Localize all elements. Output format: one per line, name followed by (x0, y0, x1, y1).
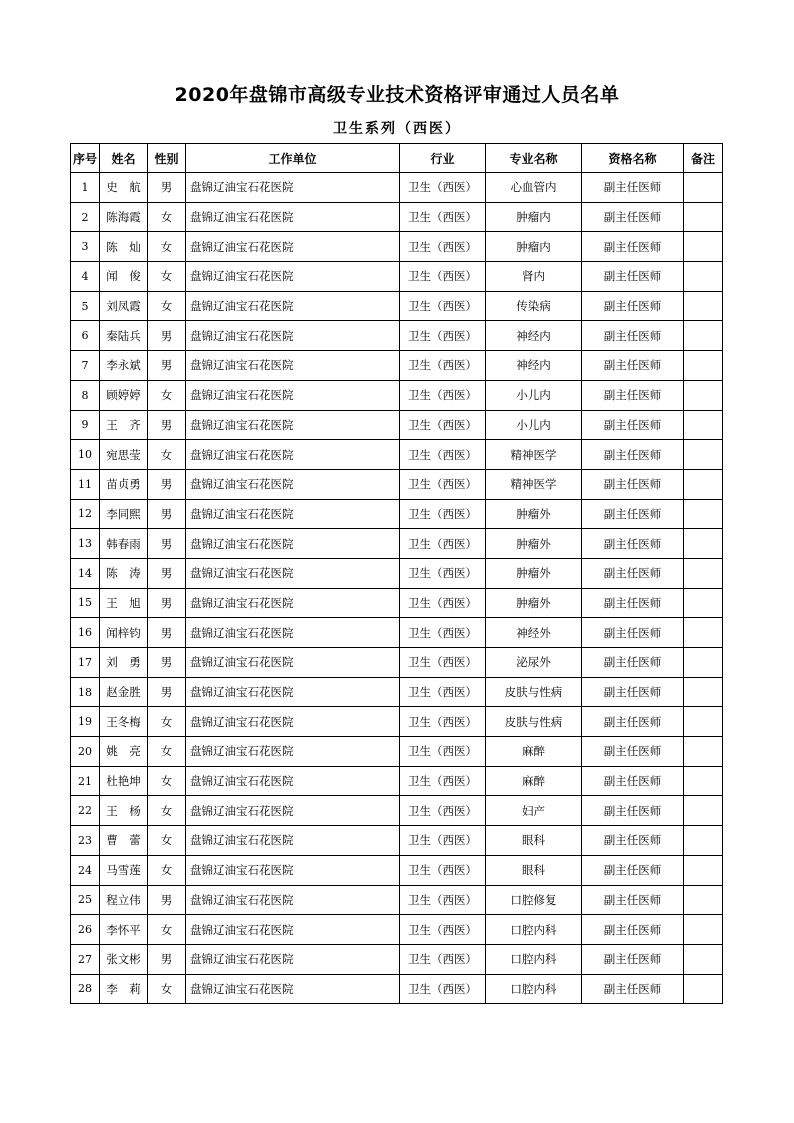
cell-qualification: 副主任医师 (582, 262, 684, 292)
cell-gender: 男 (148, 677, 186, 707)
cell-specialty: 神经内 (486, 321, 582, 351)
cell-qualification: 副主任医师 (582, 885, 684, 915)
table-row (71, 262, 723, 292)
cell-industry: 卫生（西医） (400, 469, 486, 499)
cell-remark (684, 262, 723, 292)
cell-qualification: 副主任医师 (582, 588, 684, 618)
cell-name: 李 莉 (100, 974, 148, 1004)
cell-unit: 盘锦辽油宝石花医院 (186, 648, 400, 678)
cell-unit: 盘锦辽油宝石花医院 (186, 885, 400, 915)
cell-seq: 24 (71, 855, 100, 885)
table-row (71, 469, 723, 499)
cell-industry: 卫生（西医） (400, 558, 486, 588)
cell-seq: 18 (71, 677, 100, 707)
cell-industry: 卫生（西医） (400, 262, 486, 292)
cell-seq: 7 (71, 351, 100, 381)
cell-remark (684, 440, 723, 470)
cell-gender: 男 (148, 410, 186, 440)
cell-name: 赵金胜 (100, 677, 148, 707)
cell-qualification: 副主任医师 (582, 469, 684, 499)
cell-unit: 盘锦辽油宝石花医院 (186, 291, 400, 321)
cell-unit: 盘锦辽油宝石花医院 (186, 262, 400, 292)
cell-seq: 10 (71, 440, 100, 470)
document-subtitle: 卫生系列（西医） (333, 121, 461, 137)
cell-name: 顾婷婷 (100, 380, 148, 410)
table-row (71, 974, 723, 1004)
table-row (71, 826, 723, 856)
cell-industry: 卫生（西医） (400, 766, 486, 796)
table-row (71, 588, 723, 618)
table-body (71, 173, 723, 1004)
cell-gender: 男 (148, 648, 186, 678)
cell-seq: 23 (71, 826, 100, 856)
cell-unit: 盘锦辽油宝石花医院 (186, 737, 400, 767)
cell-qualification: 副主任医师 (582, 974, 684, 1004)
cell-qualification: 副主任医师 (582, 915, 684, 945)
cell-gender: 女 (148, 707, 186, 737)
cell-remark (684, 202, 723, 232)
cell-remark (684, 232, 723, 262)
table-row (71, 410, 723, 440)
cell-remark (684, 737, 723, 767)
cell-remark (684, 618, 723, 648)
cell-gender: 男 (148, 558, 186, 588)
cell-remark (684, 796, 723, 826)
cell-seq: 2 (71, 202, 100, 232)
cell-seq: 27 (71, 944, 100, 974)
cell-unit: 盘锦辽油宝石花医院 (186, 321, 400, 351)
cell-name: 王 杨 (100, 796, 148, 826)
cell-remark (684, 677, 723, 707)
cell-seq: 5 (71, 291, 100, 321)
cell-gender: 女 (148, 796, 186, 826)
cell-name: 陈 涛 (100, 558, 148, 588)
cell-industry: 卫生（西医） (400, 648, 486, 678)
cell-specialty: 肾内 (486, 262, 582, 292)
cell-gender: 男 (148, 618, 186, 648)
table-row (71, 766, 723, 796)
cell-specialty: 肿瘤外 (486, 499, 582, 529)
cell-industry: 卫生（西医） (400, 915, 486, 945)
cell-qualification: 副主任医师 (582, 529, 684, 559)
cell-gender: 男 (148, 469, 186, 499)
cell-unit: 盘锦辽油宝石花医院 (186, 766, 400, 796)
cell-unit: 盘锦辽油宝石花医院 (186, 855, 400, 885)
cell-name: 张文彬 (100, 944, 148, 974)
table-row (71, 173, 723, 203)
cell-name: 陈海霞 (100, 202, 148, 232)
cell-industry: 卫生（西医） (400, 291, 486, 321)
cell-specialty: 口腔内科 (486, 944, 582, 974)
table-row (71, 648, 723, 678)
cell-gender: 女 (148, 440, 186, 470)
cell-industry: 卫生（西医） (400, 885, 486, 915)
cell-gender: 男 (148, 499, 186, 529)
cell-remark (684, 380, 723, 410)
cell-unit: 盘锦辽油宝石花医院 (186, 173, 400, 203)
cell-specialty: 眼科 (486, 826, 582, 856)
cell-specialty: 肿瘤外 (486, 558, 582, 588)
table-row (71, 737, 723, 767)
cell-seq: 22 (71, 796, 100, 826)
cell-name: 陈 灿 (100, 232, 148, 262)
cell-name: 李怀平 (100, 915, 148, 945)
header-qualification: 资格名称 (582, 144, 684, 173)
cell-remark (684, 321, 723, 351)
cell-gender: 女 (148, 380, 186, 410)
cell-remark (684, 291, 723, 321)
table-row (71, 618, 723, 648)
cell-gender: 男 (148, 944, 186, 974)
cell-industry: 卫生（西医） (400, 202, 486, 232)
table-header-row (71, 144, 723, 173)
cell-specialty: 口腔内科 (486, 915, 582, 945)
cell-qualification: 副主任医师 (582, 766, 684, 796)
cell-remark (684, 885, 723, 915)
cell-seq: 3 (71, 232, 100, 262)
cell-specialty: 皮肤与性病 (486, 707, 582, 737)
cell-industry: 卫生（西医） (400, 737, 486, 767)
cell-remark (684, 855, 723, 885)
cell-seq: 12 (71, 499, 100, 529)
cell-industry: 卫生（西医） (400, 944, 486, 974)
cell-gender: 男 (148, 173, 186, 203)
cell-seq: 1 (71, 173, 100, 203)
cell-qualification: 副主任医师 (582, 855, 684, 885)
table-row (71, 707, 723, 737)
cell-gender: 女 (148, 202, 186, 232)
cell-qualification: 副主任医师 (582, 826, 684, 856)
cell-industry: 卫生（西医） (400, 499, 486, 529)
cell-remark (684, 766, 723, 796)
cell-industry: 卫生（西医） (400, 173, 486, 203)
cell-seq: 25 (71, 885, 100, 915)
cell-seq: 11 (71, 469, 100, 499)
cell-gender: 女 (148, 262, 186, 292)
cell-unit: 盘锦辽油宝石花医院 (186, 351, 400, 381)
cell-name: 韩春雨 (100, 529, 148, 559)
cell-specialty: 肿瘤内 (486, 232, 582, 262)
cell-name: 王 齐 (100, 410, 148, 440)
cell-remark (684, 469, 723, 499)
cell-qualification: 副主任医师 (582, 202, 684, 232)
cell-gender: 女 (148, 855, 186, 885)
header-seq: 序号 (71, 144, 100, 173)
cell-name: 程立伟 (100, 885, 148, 915)
cell-specialty: 肿瘤外 (486, 588, 582, 618)
cell-name: 曹 蕾 (100, 826, 148, 856)
table-row (71, 351, 723, 381)
cell-remark (684, 826, 723, 856)
cell-industry: 卫生（西医） (400, 351, 486, 381)
cell-remark (684, 974, 723, 1004)
cell-name: 史 航 (100, 173, 148, 203)
cell-specialty: 肿瘤外 (486, 529, 582, 559)
cell-seq: 21 (71, 766, 100, 796)
cell-qualification: 副主任医师 (582, 232, 684, 262)
table-row (71, 202, 723, 232)
cell-qualification: 副主任医师 (582, 648, 684, 678)
cell-unit: 盘锦辽油宝石花医院 (186, 796, 400, 826)
table-row (71, 321, 723, 351)
header-name: 姓名 (100, 144, 148, 173)
cell-remark (684, 915, 723, 945)
cell-specialty: 小儿内 (486, 410, 582, 440)
cell-remark (684, 558, 723, 588)
table-row (71, 499, 723, 529)
cell-qualification: 副主任医师 (582, 440, 684, 470)
cell-remark (684, 499, 723, 529)
cell-seq: 9 (71, 410, 100, 440)
cell-seq: 8 (71, 380, 100, 410)
cell-gender: 男 (148, 885, 186, 915)
cell-remark (684, 351, 723, 381)
cell-seq: 26 (71, 915, 100, 945)
cell-name: 闻梓钧 (100, 618, 148, 648)
cell-gender: 女 (148, 232, 186, 262)
cell-name: 闻 俊 (100, 262, 148, 292)
cell-name: 刘 勇 (100, 648, 148, 678)
cell-gender: 女 (148, 737, 186, 767)
table-row (71, 855, 723, 885)
cell-specialty: 皮肤与性病 (486, 677, 582, 707)
cell-gender: 男 (148, 351, 186, 381)
cell-unit: 盘锦辽油宝石花医院 (186, 974, 400, 1004)
cell-unit: 盘锦辽油宝石花医院 (186, 707, 400, 737)
cell-unit: 盘锦辽油宝石花医院 (186, 469, 400, 499)
cell-gender: 女 (148, 291, 186, 321)
header-industry: 行业 (400, 144, 486, 173)
table-row (71, 558, 723, 588)
cell-qualification: 副主任医师 (582, 737, 684, 767)
cell-unit: 盘锦辽油宝石花医院 (186, 618, 400, 648)
header-gender: 性别 (148, 144, 186, 173)
cell-unit: 盘锦辽油宝石花医院 (186, 677, 400, 707)
cell-specialty: 口腔修复 (486, 885, 582, 915)
cell-seq: 14 (71, 558, 100, 588)
cell-industry: 卫生（西医） (400, 380, 486, 410)
roster-table (70, 143, 723, 1004)
cell-seq: 15 (71, 588, 100, 618)
cell-industry: 卫生（西医） (400, 440, 486, 470)
cell-remark (684, 707, 723, 737)
cell-qualification: 副主任医师 (582, 380, 684, 410)
cell-specialty: 神经内 (486, 351, 582, 381)
cell-unit: 盘锦辽油宝石花医院 (186, 202, 400, 232)
cell-name: 李永斌 (100, 351, 148, 381)
cell-name: 姚 亮 (100, 737, 148, 767)
table-row (71, 796, 723, 826)
cell-name: 李同熙 (100, 499, 148, 529)
cell-qualification: 副主任医师 (582, 499, 684, 529)
cell-specialty: 精神医学 (486, 440, 582, 470)
cell-specialty: 泌尿外 (486, 648, 582, 678)
cell-specialty: 精神医学 (486, 469, 582, 499)
header-specialty: 专业名称 (486, 144, 582, 173)
cell-unit: 盘锦辽油宝石花医院 (186, 558, 400, 588)
cell-specialty: 传染病 (486, 291, 582, 321)
cell-name: 刘凤霞 (100, 291, 148, 321)
cell-qualification: 副主任医师 (582, 677, 684, 707)
cell-gender: 男 (148, 588, 186, 618)
cell-seq: 13 (71, 529, 100, 559)
cell-remark (684, 648, 723, 678)
cell-name: 马雪莲 (100, 855, 148, 885)
cell-name: 秦陆兵 (100, 321, 148, 351)
cell-industry: 卫生（西医） (400, 232, 486, 262)
cell-unit: 盘锦辽油宝石花医院 (186, 826, 400, 856)
cell-specialty: 眼科 (486, 855, 582, 885)
cell-unit: 盘锦辽油宝石花医院 (186, 499, 400, 529)
cell-qualification: 副主任医师 (582, 944, 684, 974)
cell-qualification: 副主任医师 (582, 558, 684, 588)
cell-qualification: 副主任医师 (582, 796, 684, 826)
cell-unit: 盘锦辽油宝石花医院 (186, 440, 400, 470)
header-unit: 工作单位 (186, 144, 400, 173)
cell-name: 王 旭 (100, 588, 148, 618)
cell-industry: 卫生（西医） (400, 796, 486, 826)
cell-industry: 卫生（西医） (400, 321, 486, 351)
cell-industry: 卫生（西医） (400, 826, 486, 856)
table-row (71, 440, 723, 470)
cell-industry: 卫生（西医） (400, 974, 486, 1004)
cell-qualification: 副主任医师 (582, 291, 684, 321)
cell-gender: 女 (148, 766, 186, 796)
table-row (71, 291, 723, 321)
cell-qualification: 副主任医师 (582, 618, 684, 648)
cell-unit: 盘锦辽油宝石花医院 (186, 588, 400, 618)
table-row (71, 529, 723, 559)
cell-name: 王冬梅 (100, 707, 148, 737)
cell-qualification: 副主任医师 (582, 410, 684, 440)
table-row (71, 885, 723, 915)
cell-remark (684, 410, 723, 440)
cell-industry: 卫生（西医） (400, 410, 486, 440)
cell-unit: 盘锦辽油宝石花医院 (186, 232, 400, 262)
cell-industry: 卫生（西医） (400, 618, 486, 648)
cell-name: 苗贞勇 (100, 469, 148, 499)
cell-seq: 4 (71, 262, 100, 292)
cell-seq: 16 (71, 618, 100, 648)
cell-remark (684, 529, 723, 559)
cell-qualification: 副主任医师 (582, 173, 684, 203)
table-row (71, 677, 723, 707)
cell-specialty: 妇产 (486, 796, 582, 826)
table-row (71, 380, 723, 410)
cell-specialty: 心血管内 (486, 173, 582, 203)
cell-industry: 卫生（西医） (400, 855, 486, 885)
cell-specialty: 小儿内 (486, 380, 582, 410)
cell-unit: 盘锦辽油宝石花医院 (186, 410, 400, 440)
cell-qualification: 副主任医师 (582, 321, 684, 351)
cell-qualification: 副主任医师 (582, 707, 684, 737)
cell-gender: 女 (148, 974, 186, 1004)
cell-seq: 28 (71, 974, 100, 1004)
header-remark: 备注 (684, 144, 723, 173)
cell-gender: 女 (148, 915, 186, 945)
cell-seq: 6 (71, 321, 100, 351)
cell-specialty: 肿瘤内 (486, 202, 582, 232)
cell-industry: 卫生（西医） (400, 588, 486, 618)
table-row (71, 944, 723, 974)
cell-industry: 卫生（西医） (400, 529, 486, 559)
cell-seq: 17 (71, 648, 100, 678)
table-row (71, 915, 723, 945)
cell-gender: 男 (148, 321, 186, 351)
cell-name: 宛思莹 (100, 440, 148, 470)
cell-qualification: 副主任医师 (582, 351, 684, 381)
cell-specialty: 麻醉 (486, 766, 582, 796)
cell-unit: 盘锦辽油宝石花医院 (186, 915, 400, 945)
table-row (71, 232, 723, 262)
cell-unit: 盘锦辽油宝石花医院 (186, 529, 400, 559)
cell-unit: 盘锦辽油宝石花医院 (186, 380, 400, 410)
cell-gender: 男 (148, 529, 186, 559)
cell-unit: 盘锦辽油宝石花医院 (186, 944, 400, 974)
cell-name: 杜艳坤 (100, 766, 148, 796)
cell-specialty: 神经外 (486, 618, 582, 648)
cell-industry: 卫生（西医） (400, 677, 486, 707)
cell-seq: 20 (71, 737, 100, 767)
cell-industry: 卫生（西医） (400, 707, 486, 737)
cell-specialty: 口腔内科 (486, 974, 582, 1004)
cell-seq: 19 (71, 707, 100, 737)
cell-remark (684, 944, 723, 974)
cell-remark (684, 173, 723, 203)
cell-remark (684, 588, 723, 618)
cell-gender: 女 (148, 826, 186, 856)
cell-specialty: 麻醉 (486, 737, 582, 767)
document-title: 2020年盘锦市高级专业技术资格评审通过人员名单 (174, 84, 620, 106)
